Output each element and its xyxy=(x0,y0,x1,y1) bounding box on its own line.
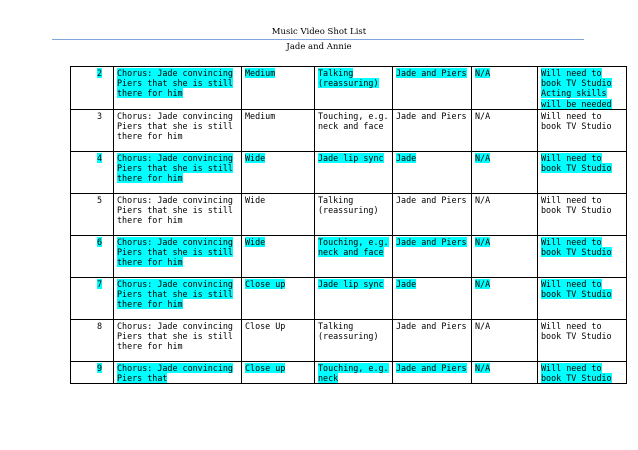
scene-description-text: Chorus: Jade convincing Piers that she is still there for him xyxy=(117,110,233,142)
cast-cell xyxy=(393,277,472,319)
cast-text: Jade and Piers xyxy=(396,110,467,121)
scene-description-cell xyxy=(114,151,242,193)
props-text: N/A xyxy=(475,236,491,247)
header-divider xyxy=(52,39,584,40)
shot-number-cell xyxy=(71,319,114,361)
notes-text: Will need to book TV Studio xyxy=(541,194,612,216)
props-text: N/A xyxy=(475,152,491,163)
props-cell xyxy=(472,319,538,361)
shot-type-text: Wide xyxy=(245,194,266,205)
notes-cell xyxy=(538,67,627,110)
shot-type-text: Close up xyxy=(245,278,286,289)
props-cell xyxy=(472,109,538,151)
cast-text: Jade xyxy=(396,278,417,289)
cast-text: Jade and Piers xyxy=(396,194,467,205)
scene-description-text: Chorus: Jade convincing Piers that she is still there for him xyxy=(117,68,233,99)
action-text: Touching, e.g. neck and face xyxy=(318,236,389,258)
shot-type-cell xyxy=(242,235,315,277)
shot-number-cell xyxy=(71,277,114,319)
shot-number-text: 3 xyxy=(96,110,102,121)
action-text: Jade lip sync xyxy=(318,152,384,163)
cast-cell xyxy=(393,193,472,235)
action-cell xyxy=(315,361,393,383)
notes-cell xyxy=(538,235,627,277)
props-text: N/A xyxy=(475,68,491,78)
cast-cell xyxy=(393,319,472,361)
action-text: Talking (reassuring) xyxy=(318,320,379,342)
props-cell xyxy=(472,151,538,193)
shot-type-text: Medium xyxy=(245,110,276,121)
notes-cell xyxy=(538,151,627,193)
scene-description-cell xyxy=(114,319,242,361)
scene-description-cell xyxy=(114,67,242,110)
props-cell xyxy=(472,235,538,277)
notes-text: Will need to book TV Studio Acting skills will be needed xyxy=(541,68,612,109)
shot-number-text: 8 xyxy=(96,320,102,331)
cast-cell xyxy=(393,109,472,151)
cast-text: Jade and Piers xyxy=(396,320,467,331)
shot-number-text: 4 xyxy=(96,152,102,163)
props-cell xyxy=(472,193,538,235)
scene-description-text: Chorus: Jade convincing Piers that she is still there for him xyxy=(117,320,233,352)
shot-number-text: 6 xyxy=(96,236,102,247)
shot-number-text: 5 xyxy=(96,194,102,205)
props-text: N/A xyxy=(475,194,491,205)
notes-text: Will need to book TV Studio xyxy=(541,278,612,300)
notes-text: Will need to book TV Studio xyxy=(541,152,612,174)
table-row xyxy=(71,193,627,235)
notes-cell xyxy=(538,319,627,361)
cast-cell xyxy=(393,151,472,193)
shot-number-cell xyxy=(71,193,114,235)
table-row xyxy=(71,277,627,319)
shot-type-cell xyxy=(242,319,315,361)
table-row xyxy=(71,109,627,151)
shot-number-cell xyxy=(71,361,114,383)
cast-cell xyxy=(393,235,472,277)
shot-type-cell xyxy=(242,67,315,110)
shot-type-cell xyxy=(242,193,315,235)
action-cell xyxy=(315,109,393,151)
shot-number-text: 9 xyxy=(96,362,102,373)
shot-number-cell xyxy=(71,67,114,110)
props-cell xyxy=(472,277,538,319)
props-text: N/A xyxy=(475,320,491,331)
document-subtitle: Jade and Annie xyxy=(286,42,352,52)
scene-description-text: Chorus: Jade convincing Piers that xyxy=(117,362,233,384)
shot-number-cell xyxy=(71,151,114,193)
scene-description-cell xyxy=(114,277,242,319)
shot-type-text: Wide xyxy=(245,152,266,163)
action-text: Talking (reassuring) xyxy=(318,68,379,89)
shot-type-text: Wide xyxy=(245,236,266,247)
action-cell xyxy=(315,277,393,319)
document-title: Music Video Shot List xyxy=(271,27,367,37)
table-row xyxy=(71,361,627,383)
props-text: N/A xyxy=(475,278,491,289)
shot-number-text: 2 xyxy=(96,68,102,78)
cast-text: Jade and Piers xyxy=(396,236,467,247)
cast-text: Jade and Piers xyxy=(396,362,467,373)
notes-cell xyxy=(538,193,627,235)
action-cell xyxy=(315,319,393,361)
shot-type-cell xyxy=(242,277,315,319)
scene-description-cell xyxy=(114,361,242,383)
action-text: Jade lip sync xyxy=(318,278,384,289)
cast-text: Jade and Piers xyxy=(396,68,467,78)
shot-type-cell xyxy=(242,361,315,383)
notes-text: Will need to book TV Studio xyxy=(541,362,612,384)
scene-description-text: Chorus: Jade convincing Piers that she is still there for him xyxy=(117,194,233,226)
shot-type-text: Close up xyxy=(245,362,286,373)
notes-cell xyxy=(538,109,627,151)
notes-text: Will need to book TV Studio xyxy=(541,110,612,132)
scene-description-cell xyxy=(114,193,242,235)
action-text: Talking (reassuring) xyxy=(318,194,379,216)
notes-cell xyxy=(538,361,627,383)
cast-cell xyxy=(393,361,472,383)
notes-cell xyxy=(538,277,627,319)
shot-type-cell xyxy=(242,151,315,193)
table-row xyxy=(71,235,627,277)
props-cell xyxy=(472,361,538,383)
scene-description-text: Chorus: Jade convincing Piers that she is still there for him xyxy=(117,152,233,184)
scene-description-cell xyxy=(114,109,242,151)
notes-text: Will need to book TV Studio xyxy=(541,236,612,258)
scene-description-cell xyxy=(114,235,242,277)
action-cell xyxy=(315,151,393,193)
action-cell xyxy=(315,67,393,110)
table-row xyxy=(71,67,627,110)
action-cell xyxy=(315,235,393,277)
props-text: N/A xyxy=(475,110,491,121)
shot-number-cell xyxy=(71,109,114,151)
action-cell xyxy=(315,193,393,235)
shot-number-text: 7 xyxy=(96,278,102,289)
shot-list-body xyxy=(71,67,627,384)
table-row xyxy=(71,319,627,361)
cast-text: Jade xyxy=(396,152,417,163)
notes-text: Will need to book TV Studio xyxy=(541,320,612,342)
props-text: N/A xyxy=(475,362,491,373)
action-text: Touching, e.g. neck and face xyxy=(318,110,389,132)
shot-number-cell xyxy=(71,235,114,277)
action-text: Touching, e.g. neck xyxy=(318,362,389,384)
shot-type-text: Close Up xyxy=(245,320,286,331)
shot-list-table xyxy=(70,66,627,384)
scene-description-text: Chorus: Jade convincing Piers that she is still there for him xyxy=(117,278,233,310)
props-cell xyxy=(472,67,538,110)
table-row xyxy=(71,151,627,193)
cast-cell xyxy=(393,67,472,110)
scene-description-text: Chorus: Jade convincing Piers that she is still there for him xyxy=(117,236,233,268)
shot-type-text: Medium xyxy=(245,68,276,78)
shot-type-cell xyxy=(242,109,315,151)
